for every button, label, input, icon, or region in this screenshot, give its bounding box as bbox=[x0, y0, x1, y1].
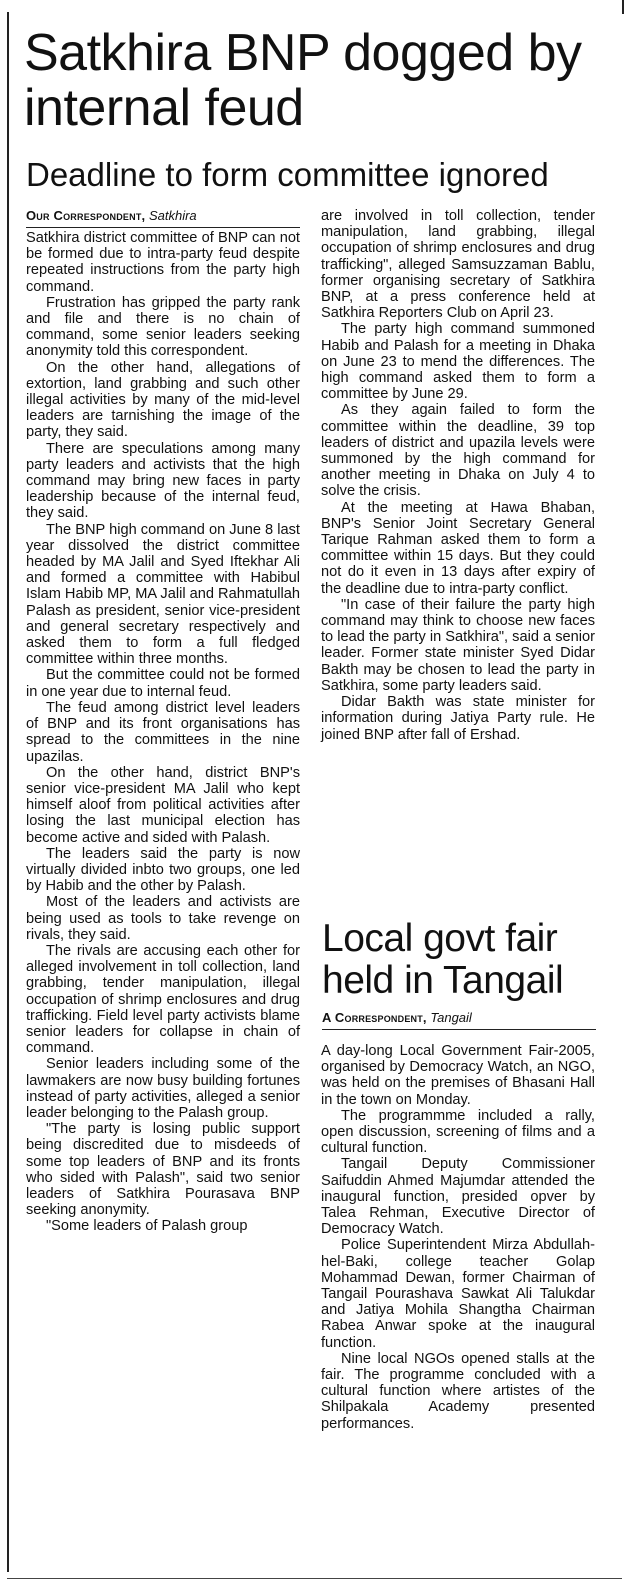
second-byline-name: A Correspondent, bbox=[322, 1010, 427, 1025]
paragraph: On the other hand, district BNP's senior vice-president MA Jalil who kept himself aloof from political activities after losing the last municipal election has become active and sided with Palash. bbox=[26, 764, 300, 846]
second-story-headline: Local govt fair held in Tangail bbox=[322, 917, 564, 1002]
main-story-left-column bbox=[26, 207, 300, 1235]
paragraph: Satkhira district committee of BNP can not be formed due to intra-party feud despite repeated instructions from the party high command. bbox=[26, 230, 300, 295]
main-headline: Satkhira BNP dogged by internal feud bbox=[24, 24, 582, 137]
paragraph: Most of the leaders and activists are being used as tools to take revenge on rivals, they said. bbox=[26, 894, 300, 943]
paragraph: But the committee could not be formed in one year due to internal feud. bbox=[26, 667, 300, 700]
paragraph: On the other hand, allegations of extortion, land grabbing and such other illegal activities by many of the mid-level leaders are tarnishing the image of the party, they said. bbox=[26, 359, 300, 441]
page-bottom-rule bbox=[7, 1578, 622, 1579]
paragraph: At the meeting at Hawa Bhaban, BNP's Senior Joint Secretary General Tarique Rahman asked them to form a committee within 15 days. But they could not do it even in 13 days after expiry of the deadline due to intra-party conflict. bbox=[321, 499, 595, 597]
paragraph: are involved in toll collection, tender manipulation, land grabbing, illegal occupation of shrimp enclosures and drug trafficking", alleged Samsuzzaman Bablu, former organising secretary of Satkhira BNP, at a press conference held at Satkhira Reporters Club on April 23. bbox=[321, 208, 595, 322]
main-byline bbox=[26, 207, 300, 228]
paragraph: The feud among district level leaders of BNP and its front organisations has spread to the committees in the nine upazilas. bbox=[26, 699, 300, 765]
paragraph: Didar Bakth was state minister for information during Jatiya Party rule. He joined BNP after fall of Ershad. bbox=[321, 694, 595, 743]
second-story-byline bbox=[322, 1009, 596, 1030]
second-byline-place: Tangail bbox=[430, 1010, 472, 1025]
paragraph: Frustration has gripped the party rank and file and there is no chain of command, some senior leaders seeking anonymity told this correspondent. bbox=[26, 294, 300, 360]
main-byline-place: Satkhira bbox=[148, 208, 197, 223]
second-byline-rule bbox=[322, 1029, 596, 1030]
paragraph: Nine local NGOs opened stalls at the fair. The programme concluded with a cultural function where artistes of the Shilpakala Academy presented performances. bbox=[321, 1350, 595, 1432]
paragraph: Tangail Deputy Commissioner Saifuddin Ahmed Majumdar attended the inaugural function, presided opver by Talea Rehman, Executive Director of Democracy Watch. bbox=[321, 1156, 595, 1238]
page-left-rule bbox=[7, 12, 9, 1572]
paragraph: The party high command summoned Habib and Palash for a meeting in Dhaka on June 23 to mend the differences. The high command asked them to form a committee by June 29. bbox=[321, 321, 595, 403]
main-deck: Deadline to form committee ignored bbox=[26, 156, 549, 193]
page-corner-rule bbox=[622, 0, 624, 14]
paragraph: A day-long Local Government Fair-2005, organised by Democracy Watch, an NGO, was held on the premises of Bhasani Hall in the town on Monday. bbox=[321, 1043, 595, 1108]
paragraph: There are speculations among many party leaders and activists that the high command may bring new faces in party leadership because of the internal feud, they said. bbox=[26, 440, 300, 522]
paragraph: Senior leaders including some of the lawmakers are now busy building fortunes instead of party activities, alleged a senior leader belonging to the Palash group. bbox=[26, 1056, 300, 1121]
paragraph: "The party is losing public support being discredited due to misdeeds of some top leaders of BNP and its fronts who sided with Palash", said two senior leaders of Satkhira Pourasava BNP seeking anonymity. bbox=[26, 1121, 300, 1219]
second-story-body bbox=[321, 1043, 595, 1432]
paragraph: The programmme included a rally, open discussion, screening of films and a cultural function. bbox=[321, 1107, 595, 1157]
paragraph: "Some leaders of Palash group bbox=[46, 1218, 248, 1235]
main-byline-name: Our Correspondent, bbox=[26, 208, 146, 223]
paragraph: "In case of their failure the party high command may think to choose new faces to lead the party in Satkhira", said a senior leader. Former state minister Syed Didar Bakth may be chosen to lead the party in Satkhira, some party leaders said. bbox=[321, 596, 595, 694]
main-story-right-column bbox=[321, 208, 595, 743]
paragraph: The BNP high command on June 8 last year dissolved the district committee headed by MA Jalil and Syed Iftekhar Ali and formed a committee with Habibul Islam Habib MP, MA Jalil and Rahmatullah Palash as president, senior vice-president and general secretary respectively and asked them to form a full fledged committee within three months. bbox=[26, 521, 300, 668]
paragraph: The rivals are accusing each other for alleged involvement in toll collection, land grabbing, tender manipulation, illegal occupation of shrimp enclosures and drug trafficking. Field level party activists blame senior leaders for collapse in chain of command. bbox=[26, 942, 300, 1057]
paragraph: The leaders said the party is now virtually divided inbto two groups, one led by Habib and the other by Palash. bbox=[26, 845, 300, 895]
main-byline-rule bbox=[26, 227, 300, 228]
paragraph: As they again failed to form the committee within the deadline, 39 top leaders of district and upazila levels were summoned by the high command for another meeting in Dhaka on July 4 to solve the crisis. bbox=[321, 402, 595, 500]
paragraph: Police Superintendent Mirza Abdullah-hel-Baki, college teacher Golap Mohammad Dewan, former Chairman of Tangail Pourashava Sawkat Ali Talukdar and Jatiya Mohila Shangtha Chairman Rabea Anwar spoke at the inaugural function. bbox=[321, 1237, 595, 1351]
